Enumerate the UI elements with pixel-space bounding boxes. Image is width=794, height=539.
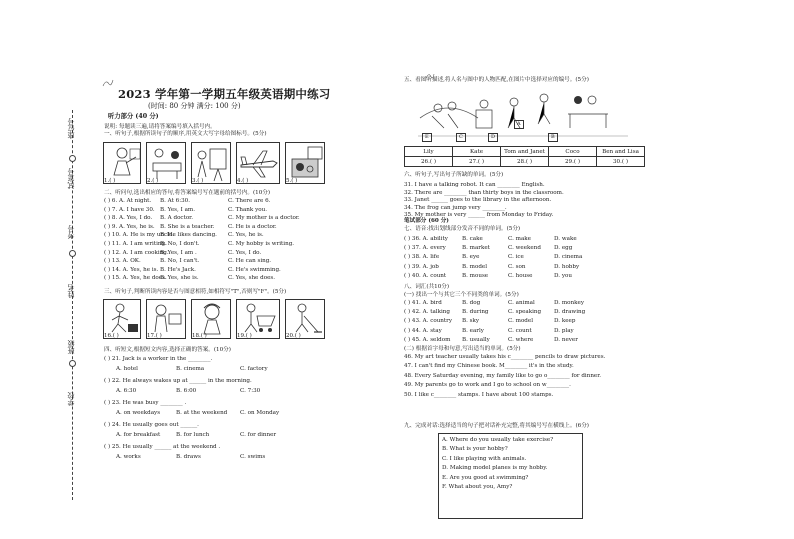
vocab-row-col-2: B. usually: [462, 336, 490, 343]
phonics-row-col-3: C. weekend: [508, 245, 541, 252]
phonics-row-col-3: C. house: [508, 272, 533, 279]
vocab-row-col-2: B. during: [462, 309, 489, 316]
option[interactable]: B. for lunch: [176, 432, 210, 438]
phonics-row-col-2: B. mouse: [462, 272, 489, 279]
vocab-row-col-1[interactable]: ( ) 41. A. bird: [404, 300, 442, 306]
binding-ring: [69, 155, 76, 162]
phonics-row-col-2: B. model: [462, 263, 488, 270]
question-row-col-2: B. He likes dancing.: [160, 232, 217, 239]
dialogue-option: D. Making model planes is my hobby.: [442, 465, 548, 472]
question-row-col-1[interactable]: ( ) 14. A. Yes, he is.: [104, 266, 159, 273]
part9-heading: 九、完成对话:选择适当的句子把对话补充完整,将其编号写在横线上。(6分): [404, 423, 589, 429]
question-row-col-2: B. Yes, I am.: [160, 206, 196, 213]
question-row-col-3: C. He's swimming.: [228, 266, 281, 273]
question-row-col-3: C. Yes, he is.: [228, 232, 264, 239]
vocab-row-col-1[interactable]: ( ) 42. A. talking: [404, 309, 450, 316]
option[interactable]: A. on weekdays: [116, 410, 161, 416]
question-row-col-2: B. She is a teacher.: [160, 223, 215, 230]
answer-27[interactable]: 27.( ): [453, 157, 501, 167]
name-tom-janet: Tom and Janet: [501, 147, 549, 157]
question-row-col-1[interactable]: ( ) 15. A. Yes, he does.: [104, 275, 167, 282]
question-row-col-3: C. My hobby is writing.: [228, 241, 295, 247]
vocab-row-col-4: D. drawing: [554, 309, 586, 316]
part4-heading: 四、听短文,根据短文内容,选择正确的答案。(10分): [104, 347, 231, 353]
name-lily: Lily: [405, 147, 453, 157]
part3-heading: 三、听句子,判断所读内容是否与图意相符,如相符写"T",否则写"F"。(5分): [104, 289, 287, 295]
part8-sub1: (一) 找出一个与其它三个不同类的单词。(5分): [404, 292, 519, 298]
question-row-col-1[interactable]: ( ) 9. A. Yes, he is.: [104, 223, 155, 230]
name-kate: Kate: [453, 147, 501, 157]
name-ben-lisa: Ben and Lisa: [597, 147, 645, 157]
letter-c: C: [456, 133, 466, 142]
question-text[interactable]: ( ) 23. He was busy ________ .: [104, 400, 187, 406]
phonics-row-col-1[interactable]: ( ) 38. A. life: [404, 254, 440, 261]
initial-letter-sentence[interactable]: 47. I can't find my Chinese book. M________ it's in the study.: [404, 363, 574, 370]
phonics-row-col-4: D. egg: [554, 245, 573, 252]
answer-1[interactable]: 1.( ): [104, 178, 116, 184]
exam-number-label: 考号: [67, 225, 75, 239]
vocab-row-col-4: D. keep: [554, 318, 576, 325]
option[interactable]: B. draws: [176, 454, 201, 460]
exam-title: 2023 学年第一学期五年级英语期中练习: [118, 87, 331, 101]
question-row-col-2: B. Yes, I am .: [160, 249, 197, 256]
question-row-col-2: B. At 6:30.: [160, 198, 190, 204]
phonics-row-col-3: C. make: [508, 236, 531, 242]
question-text[interactable]: ( ) 21. Jack is a worker in the ________.: [104, 356, 213, 362]
phonics-row-col-4: D. cinema: [554, 254, 583, 261]
part8-heading: 八、词汇(共10分): [404, 284, 450, 290]
room-number-label: 试室号: [67, 168, 75, 189]
phonics-row-col-2: B. cake: [462, 236, 483, 242]
name-coco: Coco: [549, 147, 597, 157]
fill-sentence[interactable]: 34. The frog can jump very ________.: [404, 204, 507, 211]
part6-heading: 六、听句子,写出句子所缺的单词。(5分): [404, 172, 504, 178]
answer-29[interactable]: 29.( ): [549, 157, 597, 167]
answer-28[interactable]: 28.( ): [501, 157, 549, 167]
initial-letter-sentence[interactable]: 50. I like c________ stamps. I have about 100 stamps.: [404, 391, 554, 398]
answer-5[interactable]: 5.( ): [286, 178, 298, 184]
initial-letter-sentence[interactable]: 46. My art teacher usually takes his c________ pencils to draw pictures.: [404, 354, 606, 360]
listening-heading: 听力部分 (40 分): [108, 113, 159, 120]
question-row-col-2: B. No, I don't.: [160, 241, 200, 247]
option[interactable]: C. on Monday: [240, 410, 280, 416]
option[interactable]: A. hotel: [116, 366, 138, 372]
park-scene-icon: [418, 88, 638, 144]
phonics-row-col-1[interactable]: ( ) 37. A. every: [404, 245, 446, 252]
answer-19[interactable]: 19.( ): [237, 333, 252, 339]
vocab-row-col-2: B. sky: [462, 318, 480, 325]
vocab-row-col-4: D. monkey: [554, 300, 584, 306]
phonics-row-col-3: C. son: [508, 263, 526, 270]
phonics-row-col-4: D. hobby: [554, 263, 580, 270]
letter-a: A: [514, 120, 524, 129]
fill-sentence[interactable]: 33. Janet ______ goes to the library in the afternoon.: [404, 197, 552, 204]
option[interactable]: C. for dinner: [240, 432, 277, 438]
phonics-row-col-1[interactable]: ( ) 39. A. job: [404, 263, 439, 270]
answer-18[interactable]: 18.( ): [192, 333, 207, 339]
answer-30[interactable]: 30.( ): [597, 157, 645, 167]
part7-heading: 七、语音:找出划线部分发音不同的单词。(5分): [404, 226, 521, 232]
question-row-col-3: C. There are 6.: [228, 198, 271, 204]
question-row-col-2: B. A doctor.: [160, 215, 194, 222]
option[interactable]: A. 6:30: [116, 388, 137, 394]
phonics-row-col-4: D. you: [554, 272, 572, 279]
vocab-row-col-1[interactable]: ( ) 43. A. country: [404, 318, 452, 325]
vocab-row-col-2: B. dog: [462, 300, 481, 306]
school-label: 学校: [67, 392, 75, 406]
dialogue-option: E. Are you good at swimming?: [442, 474, 529, 481]
question-text[interactable]: ( ) 24. He usually goes out ______.: [104, 422, 199, 428]
vocab-row-col-4: D. never: [554, 336, 578, 343]
question-row-col-1[interactable]: ( ) 11. A. I am writing.: [104, 241, 167, 247]
question-text[interactable]: ( ) 25. He usually ______ at the weekend .: [104, 444, 221, 450]
vocab-row-col-3: C. model: [508, 318, 533, 325]
answer-2[interactable]: 2.( ): [147, 178, 159, 184]
vocab-row-col-3: C. where: [508, 336, 534, 343]
vocab-row-col-1[interactable]: ( ) 45. A. seldom: [404, 336, 451, 343]
option[interactable]: C. swims: [240, 454, 266, 460]
binding-ring: [69, 250, 76, 257]
answer-26[interactable]: 26.( ): [405, 157, 453, 167]
letter-d: D: [488, 133, 498, 142]
option[interactable]: B. at the weekend: [176, 410, 228, 416]
answer-17[interactable]: 17.( ): [147, 333, 162, 339]
vocab-row-col-2: B. early: [462, 327, 484, 334]
part1-heading: 一、听句子,根据所读句子的顺序,用英文大写字母给图标号。(5分): [104, 131, 267, 137]
question-row-col-3: C. He is a doctor.: [228, 223, 277, 230]
option[interactable]: A. works: [116, 454, 141, 460]
dialogue-option: F. What about you, Amy?: [442, 484, 513, 490]
dialogue-option: A. Where do you usually take exercise?: [442, 437, 554, 443]
initial-letter-sentence[interactable]: 48. Every Saturday evening, my family like to go o________ for dinner.: [404, 372, 602, 379]
question-row-col-3: C. My mother is a doctor.: [228, 215, 300, 222]
answer-16[interactable]: 16.( ): [104, 333, 119, 339]
exam-subtitle: (时间: 80 分钟 满分: 100 分): [148, 102, 241, 110]
pen-mark-icon: [425, 72, 435, 80]
question-row-col-2: B. No, I can't.: [160, 258, 200, 265]
question-row-col-1[interactable]: ( ) 10. A. He is my uncle.: [104, 232, 175, 239]
part8-sub2: (二) 根据首字母和句意,写出适当的单词。(5分): [404, 346, 521, 352]
vocab-row-col-1[interactable]: ( ) 44. A. stay: [404, 327, 442, 334]
part5-heading: 五、看图听描述,将人名与图中的人物匹配,在图片中选择对应的编号。(5分): [404, 77, 589, 83]
name-label: 姓名: [67, 284, 75, 298]
dialogue-option: C. I like playing with animals.: [442, 455, 527, 462]
vocab-row-col-3: C. count: [508, 327, 532, 334]
question-row-col-1[interactable]: ( ) 13. A. OK.: [104, 258, 141, 265]
vocab-row-col-3: C. speaking: [508, 309, 542, 316]
question-row-col-3: C. He can sing.: [228, 258, 272, 265]
option[interactable]: A. for breakfast: [116, 432, 161, 438]
fill-sentence[interactable]: 32. There are ________ than thirty boys in the classroom.: [404, 189, 564, 196]
matching-table: [404, 146, 645, 167]
phonics-row-col-3: C. ice: [508, 254, 524, 261]
phonics-row-col-2: B. eye: [462, 254, 480, 261]
writing-heading: 笔试部分 (60 分): [404, 218, 449, 224]
question-row-col-1[interactable]: ( ) 8. A. Yes, I do.: [104, 215, 153, 222]
question-text[interactable]: ( ) 22. He always wakes up at ______ in the morning.: [104, 378, 252, 384]
question-row-col-2: B. He's Jack.: [160, 266, 196, 273]
letter-e: E: [422, 133, 432, 142]
question-row-col-1[interactable]: ( ) 12. A. I am cooking.: [104, 249, 169, 256]
vocab-row-col-4: D. play: [554, 327, 574, 334]
seat-number-label: 座位号: [67, 118, 75, 139]
phonics-row-col-4: D. wake: [554, 236, 577, 242]
answer-3[interactable]: 3.( ): [192, 178, 204, 184]
initial-letter-sentence[interactable]: 49. My parents go to work and I go to school on w________.: [404, 382, 571, 389]
option[interactable]: C. 7:30: [240, 388, 261, 394]
question-row-col-1[interactable]: ( ) 6. A. At night.: [104, 198, 152, 204]
option[interactable]: C. factory: [240, 366, 268, 372]
answer-20[interactable]: 20.( ): [286, 333, 301, 339]
listening-rule: 说明: 每题读三遍,请将答案编号填入括号内。: [104, 124, 216, 130]
fill-sentence[interactable]: 31. I have a talking robot. It can ________ English.: [404, 182, 545, 188]
question-row-col-3: C. Yes, she does.: [228, 275, 276, 282]
part2-heading: 二、听问句,选出相应的答句,将答案编号写在题前的括号内。(10分): [104, 190, 271, 196]
phonics-row-col-2: B. market: [462, 245, 490, 252]
fill-sentence[interactable]: 35. My mother is very ______ from Monday to Friday.: [404, 212, 554, 219]
phonics-row-col-1[interactable]: ( ) 36. A. ability: [404, 236, 448, 242]
question-row-col-1[interactable]: ( ) 7. A. I have 30.: [104, 206, 155, 213]
class-label: 班级: [67, 340, 75, 354]
option[interactable]: B. 6:00: [176, 388, 197, 394]
question-row-col-3: C. Yes, I do.: [228, 249, 262, 256]
question-row-col-3: C. Thank you.: [228, 206, 267, 213]
vocab-row-col-3: C. animal: [508, 300, 535, 306]
answer-4[interactable]: 4.( ): [237, 178, 249, 184]
dialogue-option: B. What is your hobby?: [442, 446, 508, 453]
letter-b: B: [548, 133, 558, 142]
pen-mark-icon: [102, 78, 114, 88]
question-row-col-2: B. Yes, she is.: [160, 275, 199, 282]
option[interactable]: B. cinema: [176, 366, 205, 372]
binding-ring: [69, 360, 76, 367]
phonics-row-col-1[interactable]: ( ) 40. A. count: [404, 272, 447, 279]
